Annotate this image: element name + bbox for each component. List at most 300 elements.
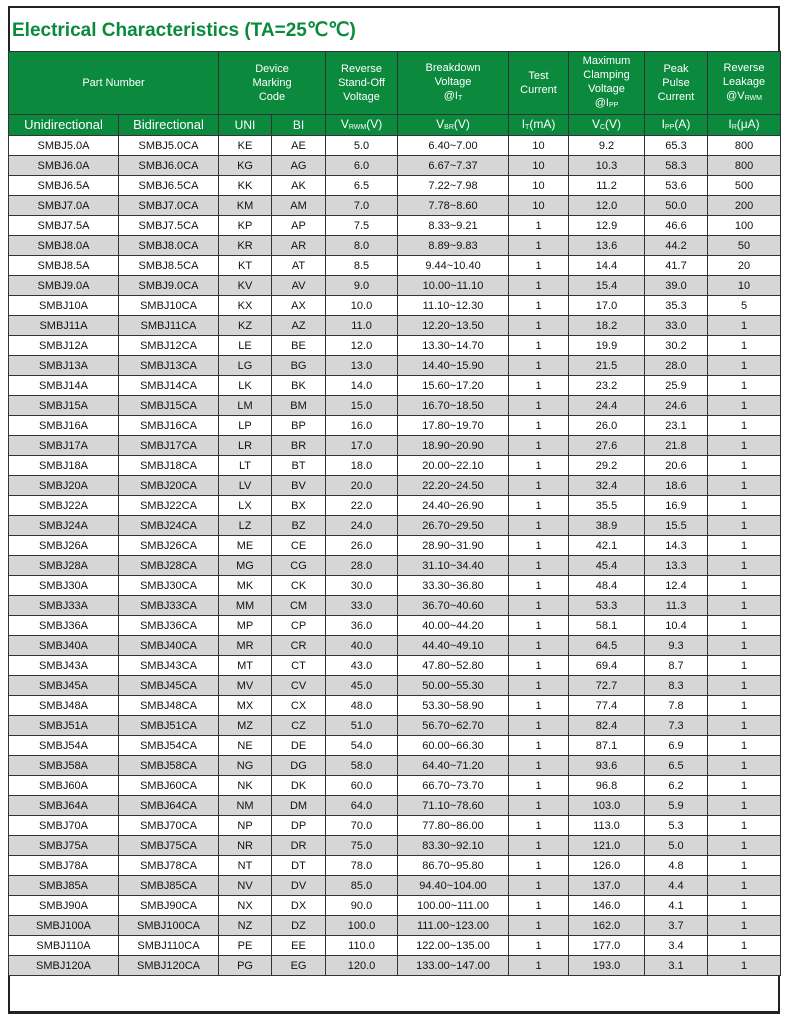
cell-ipp: 9.3 xyxy=(645,636,708,656)
cell-vrwm: 22.0 xyxy=(326,496,398,516)
cell-part-uni: SMBJ5.0A xyxy=(9,136,119,156)
cell-part-uni: SMBJ6.5A xyxy=(9,176,119,196)
cell-it: 1 xyxy=(509,276,569,296)
cell-code-uni: NM xyxy=(219,796,272,816)
subheader-bidirectional: Bidirectional xyxy=(119,115,219,136)
electrical-characteristics-table xyxy=(8,51,781,976)
cell-ir: 1 xyxy=(708,956,781,976)
cell-ir: 1 xyxy=(708,836,781,856)
cell-vbr: 6.67~7.37 xyxy=(398,156,509,176)
cell-part-bi: SMBJ58CA xyxy=(119,756,219,776)
cell-it: 1 xyxy=(509,836,569,856)
cell-it: 1 xyxy=(509,716,569,736)
cell-part-uni: SMBJ51A xyxy=(9,716,119,736)
cell-vrwm: 54.0 xyxy=(326,736,398,756)
cell-part-uni: SMBJ28A xyxy=(9,556,119,576)
cell-code-bi: CM xyxy=(272,596,326,616)
cell-vbr: 24.40~26.90 xyxy=(398,496,509,516)
cell-code-uni: LG xyxy=(219,356,272,376)
cell-vc: 77.4 xyxy=(569,696,645,716)
header-test-current: Test Current xyxy=(509,52,569,115)
cell-vrwm: 8.0 xyxy=(326,236,398,256)
cell-vc: 87.1 xyxy=(569,736,645,756)
cell-code-bi: DT xyxy=(272,856,326,876)
cell-vrwm: 75.0 xyxy=(326,836,398,856)
cell-part-uni: SMBJ16A xyxy=(9,416,119,436)
cell-code-uni: KP xyxy=(219,216,272,236)
section-title xyxy=(12,19,356,42)
cell-ipp: 7.8 xyxy=(645,696,708,716)
cell-part-uni: SMBJ7.5A xyxy=(9,216,119,236)
cell-code-uni: LE xyxy=(219,336,272,356)
table-row xyxy=(9,636,781,656)
cell-vbr: 16.70~18.50 xyxy=(398,396,509,416)
cell-vc: 82.4 xyxy=(569,716,645,736)
cell-ipp: 4.1 xyxy=(645,896,708,916)
cell-code-bi: BK xyxy=(272,376,326,396)
cell-code-bi: AX xyxy=(272,296,326,316)
cell-vrwm: 18.0 xyxy=(326,456,398,476)
cell-vrwm: 60.0 xyxy=(326,776,398,796)
cell-vc: 48.4 xyxy=(569,576,645,596)
cell-ipp: 15.5 xyxy=(645,516,708,536)
cell-vrwm: 20.0 xyxy=(326,476,398,496)
cell-ipp: 21.8 xyxy=(645,436,708,456)
cell-part-bi: SMBJ24CA xyxy=(119,516,219,536)
header-breakdown-voltage: Breakdown Voltage $@I_T$ xyxy=(398,52,509,115)
table-row xyxy=(9,876,781,896)
table-row xyxy=(9,136,781,156)
cell-vbr: 18.90~20.90 xyxy=(398,436,509,456)
table-row xyxy=(9,776,781,796)
cell-vrwm: 12.0 xyxy=(326,336,398,356)
cell-vbr: 17.80~19.70 xyxy=(398,416,509,436)
cell-vrwm: 10.0 xyxy=(326,296,398,316)
cell-part-bi: SMBJ7.0CA xyxy=(119,196,219,216)
cell-code-uni: NP xyxy=(219,816,272,836)
cell-ipp: 7.3 xyxy=(645,716,708,736)
cell-vc: 126.0 xyxy=(569,856,645,876)
cell-vbr: 9.44~10.40 xyxy=(398,256,509,276)
cell-vc: 9.2 xyxy=(569,136,645,156)
header-row xyxy=(9,52,781,115)
cell-ipp: 33.0 xyxy=(645,316,708,336)
cell-part-uni: SMBJ85A xyxy=(9,876,119,896)
cell-part-bi: SMBJ10CA xyxy=(119,296,219,316)
cell-it: 10 xyxy=(509,156,569,176)
cell-part-uni: SMBJ58A xyxy=(9,756,119,776)
cell-vc: 12.0 xyxy=(569,196,645,216)
cell-code-uni: KG xyxy=(219,156,272,176)
cell-code-bi: CP xyxy=(272,616,326,636)
cell-code-bi: BP xyxy=(272,416,326,436)
cell-vrwm: 16.0 xyxy=(326,416,398,436)
cell-code-bi: DP xyxy=(272,816,326,836)
cell-it: 1 xyxy=(509,676,569,696)
cell-vrwm: 78.0 xyxy=(326,856,398,876)
cell-part-bi: SMBJ100CA xyxy=(119,916,219,936)
cell-part-uni: SMBJ26A xyxy=(9,536,119,556)
cell-part-bi: SMBJ33CA xyxy=(119,596,219,616)
cell-code-uni: MG xyxy=(219,556,272,576)
cell-code-uni: PG xyxy=(219,956,272,976)
cell-ipp: 16.9 xyxy=(645,496,708,516)
cell-it: 1 xyxy=(509,416,569,436)
cell-code-bi: BV xyxy=(272,476,326,496)
cell-vbr: 60.00~66.30 xyxy=(398,736,509,756)
cell-ir: 1 xyxy=(708,776,781,796)
cell-part-uni: SMBJ30A xyxy=(9,576,119,596)
cell-it: 1 xyxy=(509,916,569,936)
cell-code-uni: NE xyxy=(219,736,272,756)
cell-vrwm: 36.0 xyxy=(326,616,398,636)
table-row xyxy=(9,796,781,816)
cell-code-bi: BE xyxy=(272,336,326,356)
cell-vrwm: 70.0 xyxy=(326,816,398,836)
cell-code-uni: NZ xyxy=(219,916,272,936)
cell-ir: 1 xyxy=(708,456,781,476)
cell-ipp: 4.4 xyxy=(645,876,708,896)
subheader-ipp: $I_{PP}(A)$ xyxy=(645,115,708,136)
cell-code-uni: KZ xyxy=(219,316,272,336)
cell-vc: 35.5 xyxy=(569,496,645,516)
cell-vrwm: 43.0 xyxy=(326,656,398,676)
cell-vbr: 94.40~104.00 xyxy=(398,876,509,896)
cell-ipp: 41.7 xyxy=(645,256,708,276)
cell-vc: 137.0 xyxy=(569,876,645,896)
cell-ir: 1 xyxy=(708,616,781,636)
cell-part-uni: SMBJ100A xyxy=(9,916,119,936)
cell-part-bi: SMBJ14CA xyxy=(119,376,219,396)
cell-part-uni: SMBJ24A xyxy=(9,516,119,536)
cell-it: 1 xyxy=(509,376,569,396)
cell-code-bi: CR xyxy=(272,636,326,656)
header-peak-pulse-current: Peak Pulse Current xyxy=(645,52,708,115)
cell-vrwm: 7.5 xyxy=(326,216,398,236)
cell-part-bi: SMBJ70CA xyxy=(119,816,219,836)
cell-code-bi: EE xyxy=(272,936,326,956)
cell-vc: 72.7 xyxy=(569,676,645,696)
cell-part-bi: SMBJ26CA xyxy=(119,536,219,556)
cell-code-uni: NR xyxy=(219,836,272,856)
cell-vc: 15.4 xyxy=(569,276,645,296)
table-row xyxy=(9,836,781,856)
cell-code-bi: CG xyxy=(272,556,326,576)
cell-vc: 69.4 xyxy=(569,656,645,676)
cell-code-bi: DM xyxy=(272,796,326,816)
cell-code-uni: LK xyxy=(219,376,272,396)
cell-it: 1 xyxy=(509,356,569,376)
table-row xyxy=(9,956,781,976)
subheader-it: $I_T(mA)$ xyxy=(509,115,569,136)
cell-part-bi: SMBJ15CA xyxy=(119,396,219,416)
subheader-row xyxy=(9,115,781,136)
cell-part-uni: SMBJ11A xyxy=(9,316,119,336)
cell-code-uni: LX xyxy=(219,496,272,516)
cell-part-bi: SMBJ20CA xyxy=(119,476,219,496)
cell-part-bi: SMBJ48CA xyxy=(119,696,219,716)
cell-part-bi: SMBJ45CA xyxy=(119,676,219,696)
cell-vrwm: 13.0 xyxy=(326,356,398,376)
subheader-bi-code: BI xyxy=(272,115,326,136)
cell-ir: 5 xyxy=(708,296,781,316)
cell-vbr: 53.30~58.90 xyxy=(398,696,509,716)
table-row xyxy=(9,576,781,596)
cell-part-bi: SMBJ13CA xyxy=(119,356,219,376)
cell-vbr: 83.30~92.10 xyxy=(398,836,509,856)
cell-vc: 45.4 xyxy=(569,556,645,576)
cell-part-bi: SMBJ78CA xyxy=(119,856,219,876)
cell-vbr: 10.00~11.10 xyxy=(398,276,509,296)
cell-it: 1 xyxy=(509,396,569,416)
cell-ipp: 6.9 xyxy=(645,736,708,756)
cell-part-bi: SMBJ7.5CA xyxy=(119,216,219,236)
cell-ipp: 5.9 xyxy=(645,796,708,816)
table-row xyxy=(9,856,781,876)
cell-it: 1 xyxy=(509,776,569,796)
cell-part-bi: SMBJ36CA xyxy=(119,616,219,636)
cell-code-bi: AP xyxy=(272,216,326,236)
cell-it: 1 xyxy=(509,696,569,716)
cell-code-bi: DR xyxy=(272,836,326,856)
cell-vc: 10.3 xyxy=(569,156,645,176)
cell-it: 1 xyxy=(509,216,569,236)
cell-ir: 1 xyxy=(708,656,781,676)
cell-code-uni: MV xyxy=(219,676,272,696)
cell-part-uni: SMBJ17A xyxy=(9,436,119,456)
cell-part-uni: SMBJ15A xyxy=(9,396,119,416)
cell-it: 1 xyxy=(509,476,569,496)
cell-ir: 1 xyxy=(708,876,781,896)
cell-it: 1 xyxy=(509,816,569,836)
title-subscript: A xyxy=(260,20,275,41)
title-text: Electrical Characteristics (T xyxy=(12,20,261,41)
cell-vc: 53.3 xyxy=(569,596,645,616)
cell-part-uni: SMBJ9.0A xyxy=(9,276,119,296)
cell-code-bi: AG xyxy=(272,156,326,176)
cell-vbr: 11.10~12.30 xyxy=(398,296,509,316)
cell-vrwm: 6.5 xyxy=(326,176,398,196)
cell-ipp: 4.8 xyxy=(645,856,708,876)
cell-ipp: 58.3 xyxy=(645,156,708,176)
table-row xyxy=(9,416,781,436)
cell-ir: 1 xyxy=(708,596,781,616)
cell-code-uni: LV xyxy=(219,476,272,496)
cell-ir: 100 xyxy=(708,216,781,236)
cell-vbr: 20.00~22.10 xyxy=(398,456,509,476)
cell-vrwm: 28.0 xyxy=(326,556,398,576)
cell-it: 1 xyxy=(509,296,569,316)
cell-vbr: 40.00~44.20 xyxy=(398,616,509,636)
cell-vrwm: 8.5 xyxy=(326,256,398,276)
cell-vc: 14.4 xyxy=(569,256,645,276)
cell-part-bi: SMBJ5.0CA xyxy=(119,136,219,156)
cell-vrwm: 33.0 xyxy=(326,596,398,616)
cell-part-bi: SMBJ12CA xyxy=(119,336,219,356)
cell-code-uni: NK xyxy=(219,776,272,796)
cell-it: 1 xyxy=(509,616,569,636)
cell-part-bi: SMBJ6.5CA xyxy=(119,176,219,196)
cell-part-uni: SMBJ14A xyxy=(9,376,119,396)
cell-vbr: 7.78~8.60 xyxy=(398,196,509,216)
cell-part-uni: SMBJ20A xyxy=(9,476,119,496)
cell-part-bi: SMBJ85CA xyxy=(119,876,219,896)
cell-vc: 103.0 xyxy=(569,796,645,816)
cell-vc: 96.8 xyxy=(569,776,645,796)
cell-vbr: 66.70~73.70 xyxy=(398,776,509,796)
cell-vbr: 47.80~52.80 xyxy=(398,656,509,676)
cell-vrwm: 85.0 xyxy=(326,876,398,896)
cell-code-uni: KV xyxy=(219,276,272,296)
cell-ir: 1 xyxy=(708,336,781,356)
cell-part-uni: SMBJ8.5A xyxy=(9,256,119,276)
cell-vc: 21.5 xyxy=(569,356,645,376)
cell-ipp: 14.3 xyxy=(645,536,708,556)
cell-it: 10 xyxy=(509,176,569,196)
cell-it: 1 xyxy=(509,756,569,776)
cell-ir: 1 xyxy=(708,816,781,836)
cell-vc: 32.4 xyxy=(569,476,645,496)
cell-part-bi: SMBJ22CA xyxy=(119,496,219,516)
table-row xyxy=(9,396,781,416)
cell-ir: 800 xyxy=(708,136,781,156)
cell-it: 1 xyxy=(509,876,569,896)
cell-vrwm: 24.0 xyxy=(326,516,398,536)
cell-ipp: 18.6 xyxy=(645,476,708,496)
cell-it: 1 xyxy=(509,736,569,756)
cell-code-uni: NX xyxy=(219,896,272,916)
cell-vbr: 12.20~13.50 xyxy=(398,316,509,336)
cell-code-uni: KR xyxy=(219,236,272,256)
cell-ipp: 3.7 xyxy=(645,916,708,936)
cell-vbr: 8.89~9.83 xyxy=(398,236,509,256)
cell-code-uni: KT xyxy=(219,256,272,276)
cell-vbr: 15.60~17.20 xyxy=(398,376,509,396)
cell-vbr: 6.40~7.00 xyxy=(398,136,509,156)
cell-vc: 121.0 xyxy=(569,836,645,856)
cell-code-bi: BG xyxy=(272,356,326,376)
cell-part-uni: SMBJ7.0A xyxy=(9,196,119,216)
cell-vrwm: 5.0 xyxy=(326,136,398,156)
cell-part-bi: SMBJ43CA xyxy=(119,656,219,676)
cell-part-uni: SMBJ40A xyxy=(9,636,119,656)
table-row xyxy=(9,216,781,236)
cell-it: 1 xyxy=(509,316,569,336)
cell-ipp: 35.3 xyxy=(645,296,708,316)
cell-vc: 162.0 xyxy=(569,916,645,936)
subheader-uni-code: UNI xyxy=(219,115,272,136)
cell-vbr: 36.70~40.60 xyxy=(398,596,509,616)
cell-vc: 177.0 xyxy=(569,936,645,956)
table-row xyxy=(9,236,781,256)
cell-ir: 10 xyxy=(708,276,781,296)
cell-vrwm: 6.0 xyxy=(326,156,398,176)
cell-part-uni: SMBJ54A xyxy=(9,736,119,756)
cell-vc: 27.6 xyxy=(569,436,645,456)
header-reverse-leakage: Reverse Leakage $@V_{RWM}$ xyxy=(708,52,781,115)
cell-ipp: 3.4 xyxy=(645,936,708,956)
cell-ir: 1 xyxy=(708,396,781,416)
table-row xyxy=(9,676,781,696)
cell-ir: 1 xyxy=(708,676,781,696)
cell-ipp: 23.1 xyxy=(645,416,708,436)
cell-ipp: 3.1 xyxy=(645,956,708,976)
cell-part-uni: SMBJ64A xyxy=(9,796,119,816)
cell-ipp: 46.6 xyxy=(645,216,708,236)
cell-it: 1 xyxy=(509,856,569,876)
cell-ipp: 39.0 xyxy=(645,276,708,296)
cell-code-uni: MP xyxy=(219,616,272,636)
cell-ipp: 8.7 xyxy=(645,656,708,676)
cell-ipp: 10.4 xyxy=(645,616,708,636)
table-row xyxy=(9,376,781,396)
table-row xyxy=(9,276,781,296)
cell-it: 1 xyxy=(509,796,569,816)
cell-code-uni: LZ xyxy=(219,516,272,536)
cell-vbr: 28.90~31.90 xyxy=(398,536,509,556)
table-row xyxy=(9,476,781,496)
cell-vrwm: 45.0 xyxy=(326,676,398,696)
cell-vc: 42.1 xyxy=(569,536,645,556)
cell-vrwm: 120.0 xyxy=(326,956,398,976)
cell-part-uni: SMBJ75A xyxy=(9,836,119,856)
cell-vc: 11.2 xyxy=(569,176,645,196)
cell-ir: 1 xyxy=(708,356,781,376)
cell-it: 1 xyxy=(509,436,569,456)
cell-it: 1 xyxy=(509,556,569,576)
cell-code-bi: CV xyxy=(272,676,326,696)
cell-ir: 1 xyxy=(708,896,781,916)
cell-code-bi: DX xyxy=(272,896,326,916)
table-row xyxy=(9,596,781,616)
cell-code-uni: KX xyxy=(219,296,272,316)
table-row xyxy=(9,656,781,676)
cell-vbr: 33.30~36.80 xyxy=(398,576,509,596)
cell-it: 1 xyxy=(509,336,569,356)
table-row xyxy=(9,256,781,276)
cell-ir: 1 xyxy=(708,716,781,736)
cell-ir: 1 xyxy=(708,576,781,596)
table-row xyxy=(9,436,781,456)
cell-part-uni: SMBJ36A xyxy=(9,616,119,636)
cell-code-bi: CT xyxy=(272,656,326,676)
header-standoff-voltage: Reverse Stand-Off Voltage xyxy=(326,52,398,115)
cell-code-uni: KM xyxy=(219,196,272,216)
cell-vc: 193.0 xyxy=(569,956,645,976)
cell-code-uni: NT xyxy=(219,856,272,876)
cell-ipp: 53.6 xyxy=(645,176,708,196)
cell-ir: 1 xyxy=(708,436,781,456)
cell-ipp: 28.0 xyxy=(645,356,708,376)
cell-vrwm: 26.0 xyxy=(326,536,398,556)
cell-code-bi: DE xyxy=(272,736,326,756)
subheader-vc: $V_C(V)$ xyxy=(569,115,645,136)
cell-vbr: 7.22~7.98 xyxy=(398,176,509,196)
cell-it: 1 xyxy=(509,576,569,596)
cell-vc: 12.9 xyxy=(569,216,645,236)
cell-ipp: 5.0 xyxy=(645,836,708,856)
cell-code-uni: KE xyxy=(219,136,272,156)
cell-ir: 200 xyxy=(708,196,781,216)
table-row xyxy=(9,176,781,196)
cell-code-uni: PE xyxy=(219,936,272,956)
cell-part-bi: SMBJ110CA xyxy=(119,936,219,956)
table-row xyxy=(9,316,781,336)
cell-ir: 1 xyxy=(708,536,781,556)
cell-ipp: 44.2 xyxy=(645,236,708,256)
table-row xyxy=(9,156,781,176)
cell-vc: 58.1 xyxy=(569,616,645,636)
